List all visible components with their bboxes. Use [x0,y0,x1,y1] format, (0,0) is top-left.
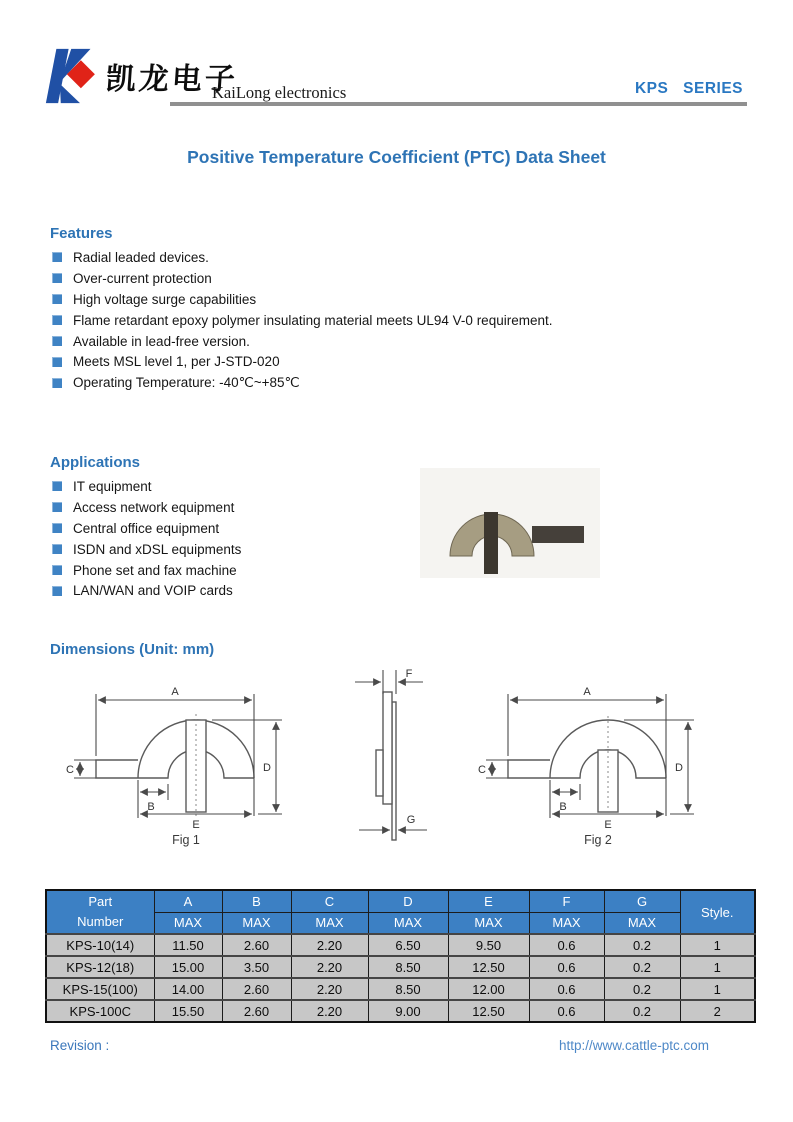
page-title: Positive Temperature Coefficient (PTC) Data Sheet [187,147,606,167]
dim-cell: 0.6 [529,978,604,1000]
dim-cell: 0.2 [604,934,680,956]
application-text: Phone set and fax machine [73,562,237,578]
dimension-figure-side [335,664,445,849]
header-rule [170,102,747,106]
table-row [46,1000,755,1022]
dim-cell: 8.50 [368,978,448,1000]
website-link[interactable]: http://www.cattle-ptc.com [558,1038,709,1053]
dim-label-F: F [405,668,413,680]
max-header: MAX [154,912,222,934]
table-row [46,956,755,978]
bullet-square-icon [52,273,62,283]
dim-label-E: E [604,819,612,831]
part-number-cell: KPS-15(100) [46,978,154,1000]
feature-text: Operating Temperature: -40℃~+85℃ [73,374,300,390]
dim-cell: 0.6 [529,956,604,978]
dim-cell: 2.20 [291,978,368,1000]
col-header-A: A [154,890,222,912]
dim-cell: 3.50 [222,956,291,978]
style-cell: 1 [680,978,755,1000]
application-item [52,518,241,539]
dim-cell: 12.00 [448,978,529,1000]
style-header: Style. [680,890,755,934]
dim-cell: 0.6 [529,1000,604,1022]
col-header-G: G [604,890,680,912]
table-row [46,978,755,1000]
table-row [46,934,755,956]
dim-label-A: A [583,686,591,698]
dimension-figure-1 [66,664,296,849]
max-header: MAX [604,912,680,934]
dim-cell: 12.50 [448,956,529,978]
dim-label-C: C [478,764,486,776]
dim-cell: 15.00 [154,956,222,978]
dim-cell: 0.6 [529,934,604,956]
dim-cell: 2.20 [291,1000,368,1022]
dim-cell: 9.00 [368,1000,448,1022]
dim-cell: 2.20 [291,956,368,978]
feature-text: Meets MSL level 1, per J-STD-020 [73,354,280,370]
application-item [52,497,241,518]
dim-cell: 0.2 [604,956,680,978]
dim-cell: 2.60 [222,1000,291,1022]
application-item [52,476,241,497]
feature-text: Flame retardant epoxy polymer insulating material meets UL94 V-0 requirement. [73,312,553,328]
company-name-chinese: 凯龙电子 [104,62,239,97]
max-header: MAX [291,912,368,934]
application-text: ISDN and xDSL equipments [73,541,242,557]
application-item [52,560,241,581]
col-header-D: D [368,890,448,912]
product-photo [420,468,600,578]
dim-label-B: B [147,801,155,813]
features-heading: Features [50,225,113,242]
bullet-square-icon [52,481,62,491]
col-header-E: E [448,890,529,912]
dim-label-E: E [192,819,200,831]
part-number-cell: KPS-10(14) [46,934,154,956]
dim-cell: 14.00 [154,978,222,1000]
application-item [52,580,241,601]
part-number-cell: KPS-100C [46,1000,154,1022]
fig2-caption: Fig 2 [584,833,612,847]
feature-item [52,268,552,289]
application-text: LAN/WAN and VOIP cards [73,583,233,599]
bullet-square-icon [52,315,62,325]
bullet-square-icon [52,523,62,533]
dim-label-B: B [559,801,567,813]
dim-label-C: C [66,764,74,776]
max-header: MAX [222,912,291,934]
bullet-square-icon [52,252,62,262]
company-logo-icon [45,47,101,105]
bullet-square-icon [52,565,62,575]
dim-label-D: D [675,762,683,774]
footer [50,1038,709,1053]
lead-horizontal [532,526,584,543]
dim-cell: 12.50 [448,1000,529,1022]
feature-text: High voltage surge capabilities [73,291,257,307]
dim-cell: 15.50 [154,1000,222,1022]
dim-cell: 2.60 [222,934,291,956]
dim-cell: 2.20 [291,934,368,956]
dim-cell: 0.2 [604,978,680,1000]
feature-text: Available in lead-free version. [73,333,250,349]
spec-table [45,889,756,1023]
style-cell: 1 [680,956,755,978]
part-number-header [46,890,154,934]
bullet-square-icon [52,357,62,367]
dimensions-heading: Dimensions (Unit: mm) [50,641,215,658]
part-number-cell: KPS-12(18) [46,956,154,978]
bullet-square-icon [52,336,62,346]
applications-heading: Applications [50,454,141,471]
dim-label-D: D [263,762,271,774]
company-name-english: KaiLong electronics [212,83,347,102]
max-header: MAX [448,912,529,934]
series-label: KPS SERIES [634,80,743,97]
max-header: MAX [368,912,448,934]
feature-item [52,310,552,331]
bullet-square-icon [52,502,62,512]
feature-item [52,372,552,393]
dim-cell: 2.60 [222,978,291,1000]
feature-item [52,331,552,352]
dim-label-A: A [171,686,179,698]
style-cell: 2 [680,1000,755,1022]
features-list [52,247,552,393]
table-header-row [46,890,755,912]
bullet-square-icon [52,294,62,304]
lead-vertical [484,512,498,574]
revision-label: Revision : [50,1038,110,1053]
bullet-square-icon [52,378,62,388]
application-text: Access network equipment [73,499,235,515]
feature-text: Over-current protection [73,270,212,286]
application-text: Central office equipment [73,520,220,536]
part-header-line2: Number [77,914,124,929]
bullet-square-icon [52,544,62,554]
fig1-caption: Fig 1 [172,833,200,847]
col-header-F: F [529,890,604,912]
dim-cell: 11.50 [154,934,222,956]
dim-cell: 9.50 [448,934,529,956]
feature-item [52,351,552,372]
dim-cell: 8.50 [368,956,448,978]
application-text: IT equipment [73,478,152,494]
dim-label-G: G [406,814,416,826]
applications-list [52,476,241,601]
dim-cell: 0.2 [604,1000,680,1022]
dim-cell: 6.50 [368,934,448,956]
application-item [52,539,241,560]
col-header-C: C [291,890,368,912]
feature-item [52,247,552,268]
feature-text: Radial leaded devices. [73,249,209,265]
max-header: MAX [529,912,604,934]
col-header-B: B [222,890,291,912]
dimension-figure-2 [478,664,708,849]
feature-item [52,289,552,310]
bullet-square-icon [52,586,62,596]
style-cell: 1 [680,934,755,956]
part-header-line1: Part [88,893,113,909]
